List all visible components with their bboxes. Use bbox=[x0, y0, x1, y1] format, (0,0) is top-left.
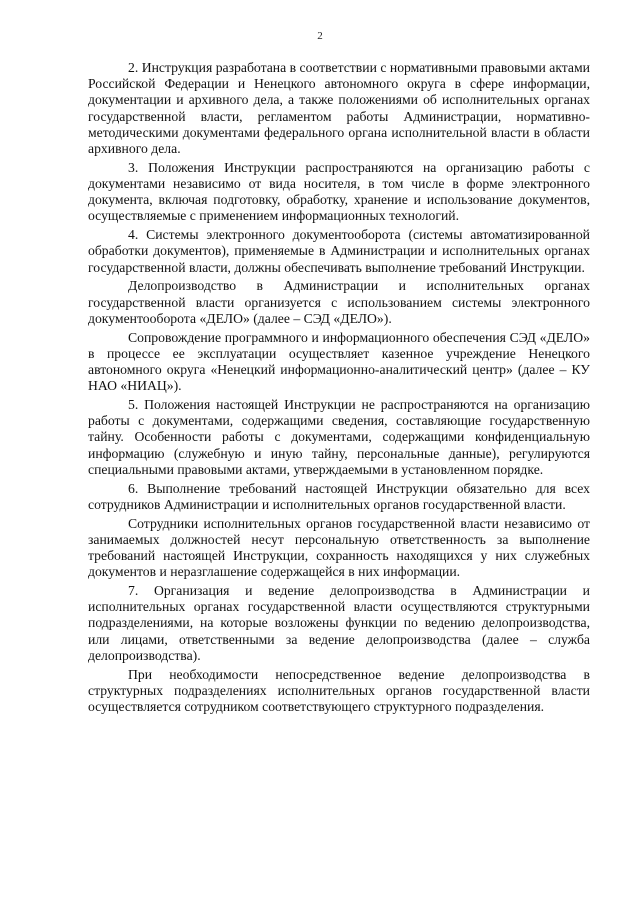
paragraph-support-niac: Сопровождение программного и информационного обеспечения СЭД «ДЕЛО» в процессе ее эксплуатации осуществляет казенное учреждение Ненецкого автономного округа «Ненецкий информационно-аналитический центр» (далее – КУ НАО «НИАЦ»). bbox=[88, 329, 590, 394]
paragraph-structural-units: При необходимости непосредственное ведение делопроизводства в структурных подразделениях исполнительных органов государственной власти осуществляется сотрудником соответствующего структурного подразделения. bbox=[88, 666, 590, 715]
paragraph-clause-2: 2. Инструкция разработана в соответствии с нормативными правовыми актами Российской Федерации и Ненецкого автономного округа в сфере информации, документации и архивного дела, а также положениями об исполнительных органах государственной власти, регламентом работы Администрации, нормативно-методическими документами федерального органа исполнительной власти в области архивного дела. bbox=[88, 60, 590, 157]
paragraph-clause-4: 4. Системы электронного документооборота (системы автоматизированной обработки документов), применяемые в Администрации и исполнительных органах государственной власти, должны обеспечивать выполнение требований Инструкции. bbox=[88, 227, 590, 275]
page-number: 2 bbox=[317, 30, 323, 42]
document-body bbox=[88, 60, 590, 718]
paragraph-clause-6: 6. Выполнение требований настоящей Инструкции обязательно для всех сотрудников Администрации и исполнительных органов государственной власти. bbox=[88, 480, 590, 512]
paragraph-clause-7: 7. Организация и ведение делопроизводства в Администрации и исполнительных органах государственной власти осуществляются структурными подразделениями, на которые возложены функции по ведению делопроизводства, или лицами, ответственными за ведение делопроизводства (далее – служба делопроизводства). bbox=[88, 583, 590, 663]
paragraph-sed-delo: Делопроизводство в Администрации и исполнительных органах государственной власти организуется с использованием системы электронного документооборота «ДЕЛО» (далее – СЭД «ДЕЛО»). bbox=[88, 278, 590, 326]
paragraph-clause-3: 3. Положения Инструкции распространяются на организацию работы с документами независимо от вида носителя, в том числе в форме электронного документа, включая подготовку, обработку, хранение и использование документов, осуществляемые с применением информационных технологий. bbox=[88, 159, 590, 224]
paragraph-clause-5: 5. Положения настоящей Инструкции не распространяются на организацию работы с документами, содержащими сведения, составляющие государственную тайну. Особенности работы с документами, содержащими конфиденциальную информацию (служебную и иную тайну, персональные данные), регулируются специальными правовыми актами, утверждаемыми в установленном порядке. bbox=[88, 397, 590, 477]
paragraph-responsibility: Сотрудники исполнительных органов государственной власти независимо от занимаемых должностей несут персональную ответственность за выполнение требований настоящей Инструкции, сохранность находящихся у них служебных документов и неразглашение содержащейся в них информации. bbox=[88, 515, 590, 580]
